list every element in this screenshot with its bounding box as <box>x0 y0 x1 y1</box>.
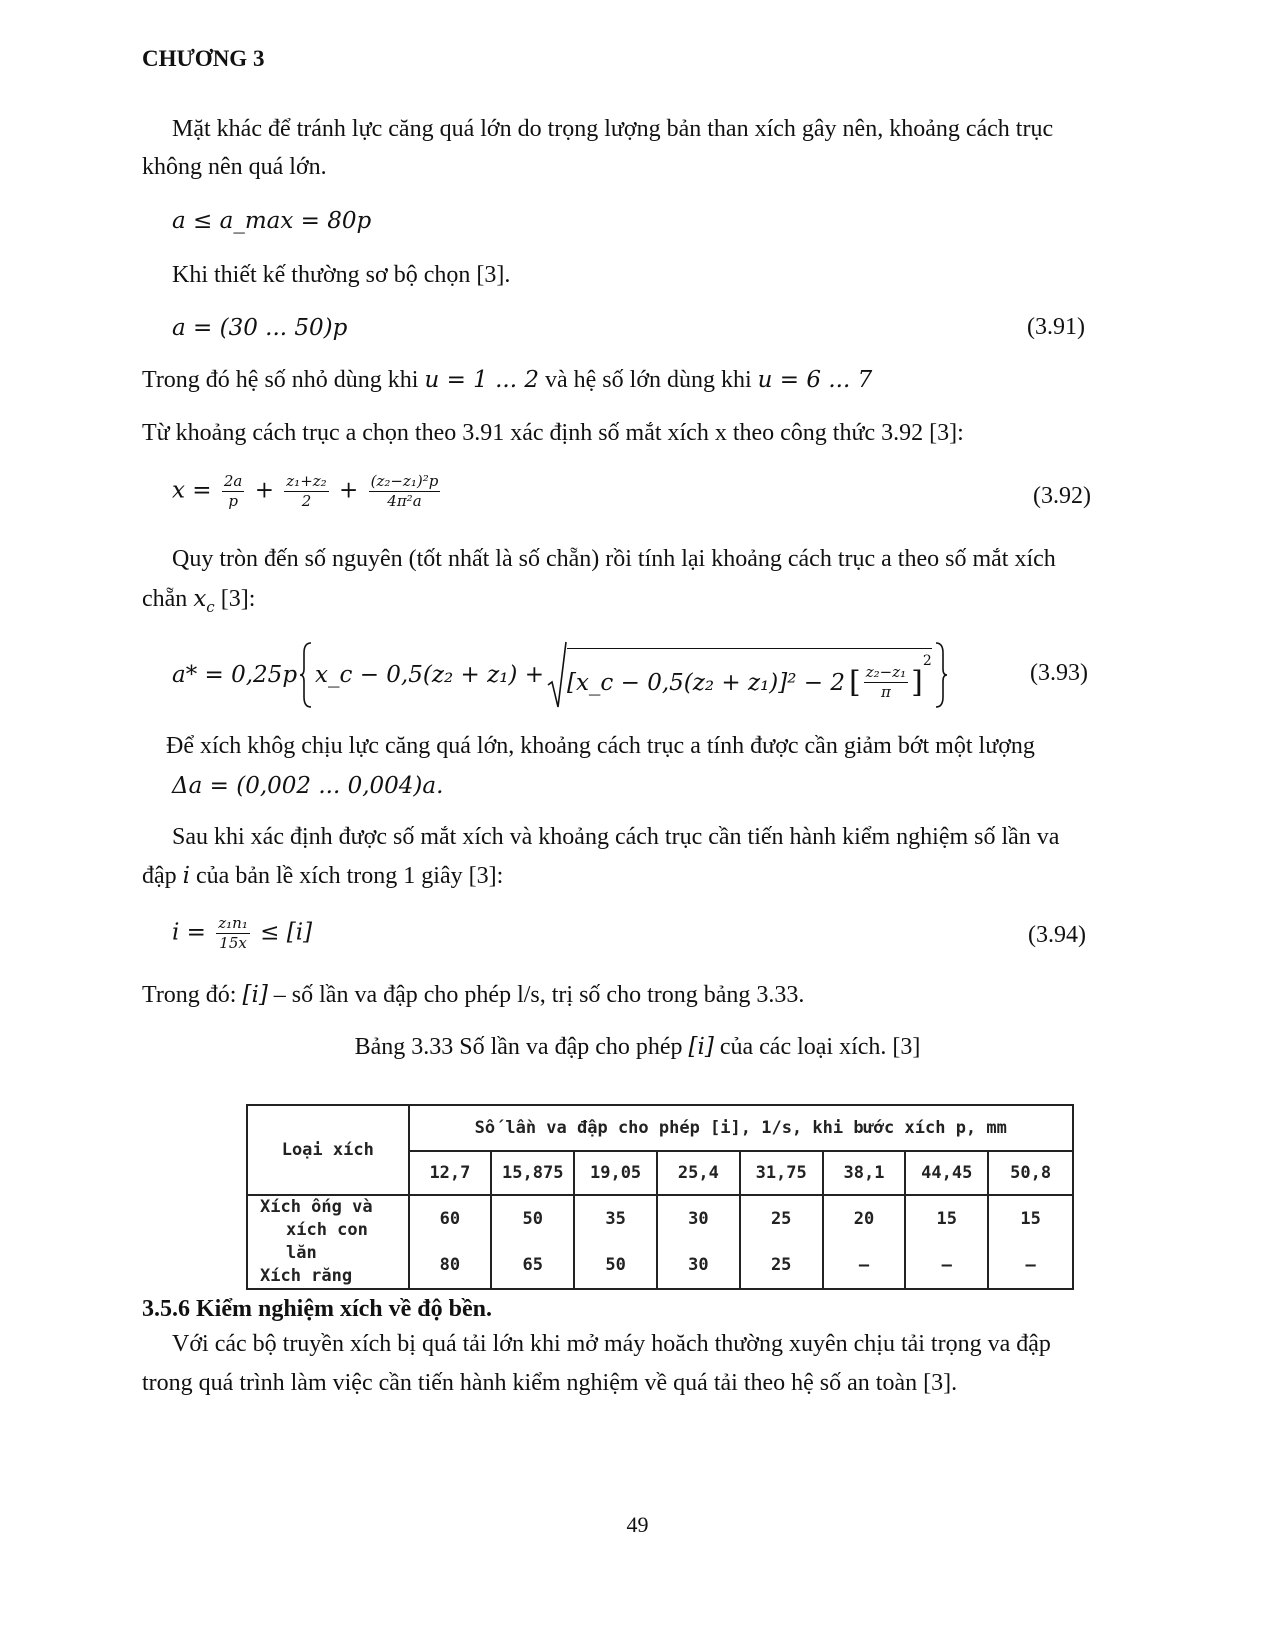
fraction-numerator: 2a <box>223 472 243 490</box>
value-cell: 20 <box>853 1209 875 1229</box>
value-cell: 35 <box>605 1209 626 1229</box>
fraction-denominator: π <box>881 683 891 701</box>
paragraph-7-line-2 <box>142 857 503 895</box>
plus-sign: + <box>254 477 274 504</box>
value-cell: – <box>1025 1255 1036 1275</box>
fraction-denominator: 15x <box>219 934 247 952</box>
paragraph-3-middle: và hệ số lớn dùng khi <box>539 367 758 393</box>
equation-a-max-text: a ≤ a_max = 80p <box>172 208 372 234</box>
paragraph-8-text-a: Trong đó: <box>142 982 243 1008</box>
equation-number-3-94: (3.94) <box>1028 922 1086 948</box>
paragraph-5-text: chẵn <box>142 586 194 612</box>
paragraph-7-text-a: đập <box>142 863 183 889</box>
paragraph-8 <box>142 976 804 1014</box>
paragraph-4: Từ khoảng cách trục a chọn theo 3.91 xác định số mắt xích x theo công thức 3.92 [3]: <box>142 420 964 446</box>
table-body-row <box>247 1195 1073 1289</box>
pitch-cell: 31,75 <box>740 1151 823 1195</box>
equation-3-94 <box>172 914 312 953</box>
table-caption-text-a: Bảng 3.33 Số lần va đập cho phép <box>354 1034 689 1060</box>
equation-3-91: a = (30 ... 50)p <box>172 315 348 341</box>
paragraph-5-line-1: Quy tròn đến số nguyên (tốt nhất là số chẵn) rồi tính lại khoảng cách trục a theo số mắt xích <box>172 546 1056 572</box>
value-cell: 25 <box>770 1209 792 1229</box>
paragraph-1-line-2: không nên quá lớn. <box>142 154 327 180</box>
table-caption-text-b: của các loại xích. [3] <box>713 1034 921 1060</box>
variable-i-bracket: [i] <box>242 982 268 1008</box>
equation-3-93 <box>172 640 948 710</box>
impact-frequency-header: Số lần va đập cho phép [i], 1/s, khi bước xích p, mm <box>409 1105 1073 1151</box>
value-column <box>905 1195 988 1289</box>
value-column <box>657 1195 740 1289</box>
fraction-denominator: p <box>228 492 238 510</box>
value-cell: 30 <box>688 1209 709 1229</box>
left-brace-icon <box>299 641 313 709</box>
value-cell: 65 <box>522 1255 543 1275</box>
variable-i-bracket: [i] <box>688 1034 714 1060</box>
fraction-2a-over-p <box>222 472 245 511</box>
paragraph-5-line-2 <box>142 580 255 626</box>
fraction-numerator: z₂−z₁ <box>865 663 907 681</box>
equation-3-94-lhs: i = <box>172 919 206 946</box>
equation-3-92 <box>172 472 443 511</box>
equation-number-3-91: (3.91) <box>1027 314 1085 340</box>
row-label-tooth-chain: Xích răng <box>260 1266 353 1286</box>
sqrt-sign-icon <box>547 641 567 709</box>
chain-type-header: Loại xích <box>247 1105 409 1195</box>
variable-i: i <box>182 863 191 889</box>
section-heading: 3.5.6 Kiểm nghiệm xích về độ bền. <box>142 1296 493 1322</box>
paragraph-9-line-1: Với các bộ truyền xích bị quá tải lớn khi mở máy hoăch thường xuyên chịu tải trọng va đập <box>172 1331 1051 1357</box>
fraction-denominator: 4π²a <box>387 492 422 510</box>
equation-a-max <box>172 208 371 234</box>
paragraph-5-ref: [3]: <box>214 586 256 612</box>
equation-3-92-lhs: x = <box>172 477 212 504</box>
fraction-numerator: z₁+z₂ <box>286 472 327 490</box>
value-column <box>740 1195 823 1289</box>
paragraph-1-line-1: Mặt khác để tránh lực căng quá lớn do trọng lượng bản than xích gây nên, khoảng cách trục <box>172 116 1054 142</box>
condition-large: u = 6 ... 7 <box>757 367 873 393</box>
page-number: 49 <box>626 1512 649 1537</box>
paragraph-7-text-b: của bản lề xích trong 1 giây [3]: <box>190 863 504 889</box>
plus-sign: + <box>339 477 359 504</box>
fraction-numerator: (z₂−z₁)²p <box>370 472 439 490</box>
value-cell: 30 <box>688 1255 709 1275</box>
paragraph-3 <box>142 361 872 399</box>
value-cell: 25 <box>770 1255 792 1275</box>
value-column <box>491 1195 574 1289</box>
paragraph-6-line-1: Để xích khôg chịu lực căng quá lớn, khoảng cách trục a tính được cần giảm bớt một lượng <box>166 733 1035 759</box>
row-label-roller-line-2: xích con lăn <box>286 1220 368 1263</box>
value-cell: – <box>858 1255 870 1275</box>
right-bracket-icon: ] <box>911 665 923 700</box>
right-brace-icon <box>934 641 948 709</box>
value-cell: 60 <box>439 1209 461 1229</box>
value-cell: 15 <box>1020 1209 1041 1229</box>
table-caption <box>0 1034 1275 1061</box>
pitch-cell: 15,875 <box>491 1151 574 1195</box>
value-cell: 50 <box>605 1255 626 1275</box>
condition-small: u = 1 ... 2 <box>424 367 539 393</box>
subscript-c: c <box>206 597 215 616</box>
paragraph-3-before: Trong đó hệ số nhỏ dùng khi <box>142 367 425 393</box>
table-header-row <box>247 1105 1073 1151</box>
paragraph-9-line-2: trong quá trình làm việc cần tiến hành kiểm nghiệm về quá tải theo hệ số an toàn [3]. <box>142 1370 958 1396</box>
pitch-cell: 25,4 <box>657 1151 740 1195</box>
value-cell: – <box>941 1255 952 1275</box>
sqrt-expression: [x_c − 0,5(z₂ + z₁)]² − 2 <box>566 669 846 696</box>
pitch-cell: 50,8 <box>988 1151 1073 1195</box>
paragraph-8-text-b: – số lần va đập cho phép l/s, trị số cho trong bảng 3.33. <box>267 982 805 1008</box>
pitch-cell: 38,1 <box>823 1151 906 1195</box>
sqrt-radicand <box>567 648 932 702</box>
pitch-cell: 44,45 <box>905 1151 988 1195</box>
equation-3-94-rhs: ≤ [i] <box>260 919 313 946</box>
fraction-z-diff <box>369 472 441 511</box>
value-column <box>409 1195 492 1289</box>
exponent-2: 2 <box>922 653 932 669</box>
variable-x: x <box>193 586 207 612</box>
value-cell: 15 <box>936 1209 958 1229</box>
equation-number-3-93: (3.93) <box>1030 660 1088 686</box>
chapter-title: CHƯƠNG 3 <box>142 46 265 71</box>
row-label-roller-line-1: Xích ống và <box>260 1197 373 1217</box>
chain-type-labels <box>247 1195 409 1289</box>
value-cell: 50 <box>522 1209 543 1229</box>
equation-number-3-92: (3.92) <box>1033 483 1091 509</box>
paragraph-6-line-2: Δa = (0,002 ... 0,004)a. <box>172 773 444 799</box>
impact-frequency-table <box>246 1104 1074 1290</box>
value-column <box>988 1195 1073 1289</box>
pitch-cell: 19,05 <box>574 1151 657 1195</box>
value-cell: 80 <box>439 1255 461 1275</box>
fraction-denominator: 2 <box>301 492 312 510</box>
value-column <box>574 1195 657 1289</box>
fraction-z1n1-over-15x <box>216 914 250 953</box>
paragraph-7-line-1: Sau khi xác định được số mắt xích và khoảng cách trục cần tiến hành kiểm nghiệm số lần va <box>172 824 1060 850</box>
fraction-z-diff-over-pi <box>864 663 908 702</box>
fraction-numerator: z₁n₁ <box>218 914 248 932</box>
fraction-z-sum <box>284 472 328 511</box>
pitch-cell: 12,7 <box>409 1151 492 1195</box>
equation-3-93-inner: x_c − 0,5(z₂ + z₁) + <box>315 662 544 688</box>
value-column <box>823 1195 906 1289</box>
equation-3-93-left: a* = 0,25p <box>172 662 298 688</box>
paragraph-2: Khi thiết kế thường sơ bộ chọn [3]. <box>172 262 511 288</box>
left-bracket-icon: [ <box>849 665 861 700</box>
